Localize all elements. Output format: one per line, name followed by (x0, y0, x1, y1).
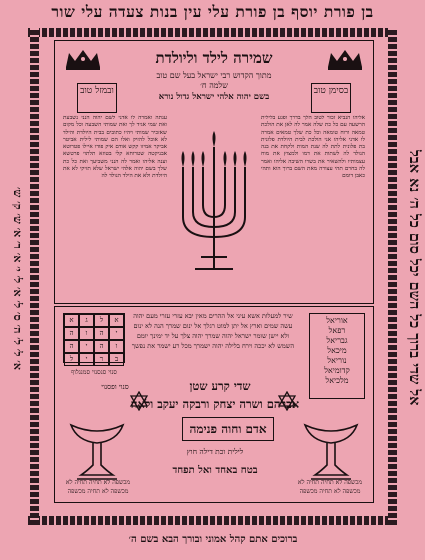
top-border (28, 28, 398, 37)
grid-cell: י (109, 327, 124, 340)
angel-name: מלכיאל (325, 376, 349, 385)
angel-name: גבריאל (326, 336, 348, 345)
verse-right: מכשפה לא תחיה תחיה לא מכשפה לא תחיה מכשפה (297, 479, 363, 495)
text-column-left: ענתה ואמרה לו אדני לשם יהוה הנני נשבעת ואת שמי אגיד לך ואת שמותי השבעה וכל מקום שאזכיר שמותי ויהיו כתובים בבית היולדת והילד לא אוכל להזיק ואלו הם שמותי לילית אביטר אביקר אמיזו קקש אודם איק פודו איילו פטרוטא אבניקטה שטרוחא קלי בטוזא תלתוי פרטשא וענה אליהו ואמר לה הנני משביעך ואת כל כת שלך בשם יהוה אלהי ישראל שלא תזיקי לא את היולדת ולא את הילד הנולד לה (63, 115, 167, 180)
grid-cell: ל (94, 314, 109, 327)
grid-cell: ו (109, 340, 124, 353)
right-blessing-box: בסימן טוב (311, 83, 351, 113)
trust-line: בטח באחד ואל תפחד (172, 465, 258, 476)
upper-panel (54, 40, 374, 304)
letter-grid (63, 313, 125, 363)
angel-names-box (309, 313, 365, 399)
angel-name: קדומיאל (324, 366, 350, 375)
angel-name: נוריאל (327, 356, 347, 365)
shem-row: שדי קרע שטן (189, 379, 251, 393)
amulet-subtitle-2: שלמה ח׳ (200, 81, 228, 90)
right-border (388, 28, 397, 525)
grid-cell: ו (79, 327, 94, 340)
lower-panel (54, 306, 374, 503)
right-side-text: אל שדי ברוך כל השם יכל סום כל ה׳ נא אבל (406, 150, 423, 406)
grid-cell: ה (64, 327, 79, 340)
psalm-text: שיר למעלות אשא עיני אל ההרים מאין יבא עזרי עזרי מעם יהוה עשה שמים וארץ אל יתן למוט רגלך אל ינום שמרך הנה לא ינום ולא יישן שומר ישראל יהוה שמרך יהוה צלך על יד ימינך יומם השמש לא יככה וירח בלילה יהוה ישמרך מכל רע ישמר את נפשך (131, 312, 295, 350)
verse-left: מכשפה לא תחיה תחיה לא מכשפה לא תחיה מכשפה (65, 479, 131, 495)
angel-name: אוריאל (326, 316, 348, 325)
angel-name: רפאל (328, 326, 346, 335)
bottom-verse: ברוכים אתם קהל אמוני ובורך הבא בשם ה׳ (128, 534, 298, 545)
grid-cell: א (109, 314, 124, 327)
left-border (30, 28, 39, 525)
shem-label-left: סנוי ופסנוי (101, 383, 129, 391)
left-side-text: א׳ ל׳ ל׳ ה׳ ס׳ ל׳ א׳ ל׳ י׳ א׳ ר׳ א׳ ש׳ ק׳ ש׳ (11, 186, 24, 370)
incantation-left: סנוי סנסנוי סמנגלוף (71, 369, 117, 376)
adam-chava-box: אדם וחוה פנימה (182, 417, 274, 441)
grid-cell: ה (64, 340, 79, 353)
text-column-right: אליהו הנביא זכור לטוב הלך בדרך ופגע בלילית הרשעה עם כל כת שלה אמר לה לאן את הולכת טמאה ורוח טומאה וכל כת שלך טמאים אמרה לו אדני אליהו אני הולכת לבית היולדת פלונית בת פלונית לתת לה שנת המות ולקחת את בנה הנולד לה לשתות את דמו ולמצוץ את מוח עצמותיו ולהשאיר את בשרו השיבה אליהו ואמר לה בחרם תהי עצורה מאת השם ברוך הוא ותהי כאבן דומם (261, 115, 365, 180)
grid-cell: ה (94, 327, 109, 340)
grid-cell: ב (109, 353, 124, 366)
bottom-border (28, 516, 398, 525)
grid-cell: י (79, 353, 94, 366)
angel-name: מיכאל (327, 346, 347, 355)
patriarchs-row: אברהם ושרה יצחק ורבקה יעקב ולאה (130, 397, 300, 411)
grid-cell: ר (94, 353, 109, 366)
cup-icon (67, 415, 127, 485)
grid-cell: ה (94, 340, 109, 353)
amulet-title: שמירה לילד וליולדת (155, 49, 273, 67)
menorah-icon (173, 127, 255, 287)
lilith-line: לילית וכת דילה חוץ (186, 447, 244, 456)
grid-cell: ג (79, 314, 94, 327)
amulet-subtitle: מתוך הקדוש רבי ישראל בעל שם טוב (156, 71, 272, 80)
grid-cell: ל (64, 353, 79, 366)
top-verse: בן פורת יוסף בן פורת עלי עין בנות צעדה עלי שור (51, 2, 374, 21)
grid-cell: א (64, 314, 79, 327)
left-blessing-box: ובמזל טוב (77, 83, 117, 113)
grid-cell: י (79, 340, 94, 353)
amulet-subtitle-3: בשם יהוה אלהי ישראל גדול נורא (158, 92, 270, 102)
cup-icon (301, 415, 361, 485)
